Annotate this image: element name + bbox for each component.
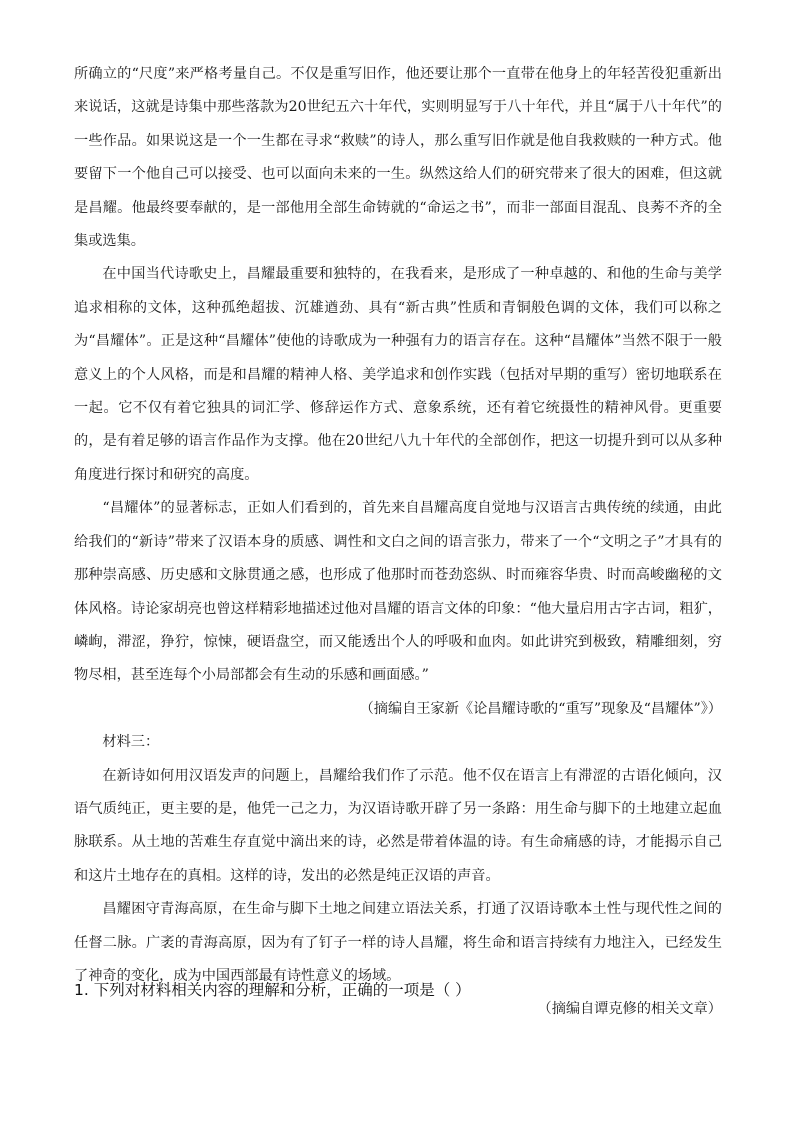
article-body: [74, 58, 722, 1027]
source-citation-tan: （摘编自谭克修的相关文章）: [537, 1001, 722, 1018]
material-three-label: 材料三：: [102, 734, 160, 751]
paragraph-changyao-style: 在中国当代诗歌史上，昌耀最重要和独特的，在我看来，是形成了一种卓越的、和他的生命与美学追求相称的文体，这种孤绝超拔、沉雄遒劲、具有“新古典”性质和青铜般色调的文体，我们可以称之为“昌耀体”。正是这种“昌耀体”使他的诗歌成为一种强有力的语言存在。这种“昌耀体”当然不限于一般意义上的个人风格，而是和昌耀的精神人格、美学追求和创作实践（包括对早期的重写）密切地联系在一起。它不仅有着它独具的词汇学、修辞运作方式、意象系统，还有着它统摄性的精神风骨。更重要的，是有着足够的语言作品作为支撑。他在20世纪八九十年代的全部创作，把这一切提升到可以从多种角度进行探讨和研究的高度。: [74, 266, 722, 483]
question-1: 1. 下列对材料相关内容的理解和分析，正确的一项是（ ）: [74, 981, 471, 999]
paragraph-qinghai-plateau: 昌耀困守青海高原，在生命与脚下土地之间建立语法关系，打通了汉语诗歌本土性与现代性之间的任督二脉。广袤的青海高原，因为有了钉子一样的诗人昌耀，将生命和语言持续有力地注入，已经发生了神奇的变化，成为中国西部最有诗性意义的场域。: [74, 901, 722, 984]
source-citation-wang: （摘编自王家新《论昌耀诗歌的“重写”现象及“昌耀体”》）: [359, 700, 722, 717]
paragraph-continuation: 所确立的“尺度”来严格考量自己。不仅是重写旧作，他还要让那个一直带在他身上的年轻苦役犯重新出来说话，这就是诗集中那些落款为20世纪五六十年代，实则明显写于八十年代，并且“属于八十年代”的一些作品。如果说这是一个一生都在寻求“救赎”的诗人，那么重写旧作就是他自我救赎的一种方式。他要留下一个他自己可以接受、也可以面向未来的一生。纵然这给人们的研究带来了很大的困难，但这就是昌耀。他最终要奉献的，是一部他用全部生命铸就的“命运之书”，而非一部面目混乱、良莠不齐的全集或选集。: [74, 66, 722, 250]
paragraph-style-marks: “昌耀体”的显著标志，正如人们看到的，首先来自昌耀高度自觉地与汉语言古典传统的续通，由此给我们的“新诗”带来了汉语本身的质感、调性和文白之间的语言张力，带来了一个“文明之子”才具有的那种崇高感、历史感和文脉贯通之感，也形成了他那时而苍劲恣纵、时而雍容华贵、时而高峻幽秘的文体风格。诗论家胡亮也曾这样精彩地描述过他对昌耀的语言文体的印象：“他大量启用古字古词，粗犷，嶙峋，滞涩，狰狞，惊悚，硬语盘空，而又能透出个人的呼吸和血肉。如此讲究到极致，精雕细刻，穷物尽相，甚至连每个小局部都会有生动的乐感和画面感。”: [74, 500, 722, 684]
paragraph-chinese-voice: 在新诗如何用汉语发声的问题上，昌耀给我们作了示范。他不仅在语言上有滞涩的古语化倾向，汉语气质纯正，更主要的是，他凭一己之力，为汉语诗歌开辟了另一条路：用生命与脚下的土地建立起血脉联系。从土地的苦难生存直觉中滴出来的诗，必然是带着体温的诗。有生命痛感的诗，才能揭示自己和这片土地存在的真相。这样的诗，发出的必然是纯正汉语的声音。: [74, 767, 722, 884]
